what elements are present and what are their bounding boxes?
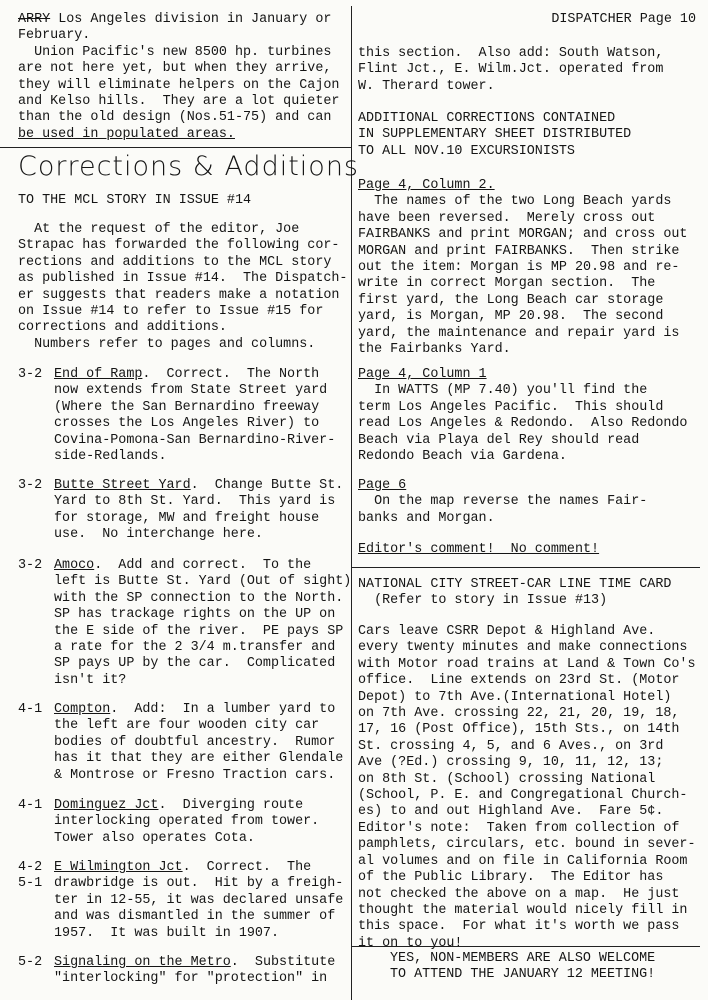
- subheading: TO THE MCL STORY IN ISSUE #14: [18, 193, 252, 208]
- entry-title: End of Ramp: [54, 367, 143, 382]
- entry-number: 3-2: [18, 367, 43, 382]
- right-column: [358, 0, 702, 1000]
- continued-text: this section. Also add: South Watson, Flint Jct., E. Wilm.Jct. operated from W. Therard tower.: [358, 46, 664, 94]
- entry-number: 4-1: [18, 702, 43, 717]
- page6-section: Page 6 On the map reverse the names Fair- banks and Morgan.: [358, 478, 702, 527]
- entry-number: 5-2: [18, 955, 43, 970]
- entry-number: 4-1: [18, 798, 43, 813]
- entry-title: Amoco: [54, 558, 95, 573]
- left-column: ARRY Los Angeles division in January or February. Union Pacific's new 8500 hp. turbines are not here yet, but when they arrive, they will eliminate helpers on the Cajon and Kelso hills. They are a lot quieter than the old design (Nos.51-75) and can be used in populated areas. Corrections & Additions TO THE MCL STORY IN ISSUE #14 At the request of the editor, Joe Strapac has forwarded the following cor- rections and additions to the MCL story as published in Issue #14. The Dispatch- er suggests that readers make a notation on Issue #14 to refer to Issue #15 for corrections and additions. Numbers refer to pages and columns. 3-2 End of Ramp. Correct. The North now extends from State Street yard (Where the San Bernardino freeway crosses the Los Angeles River) to Covina-Pomona-San Bernardino-River- side-Redlands. 3-2 Butte Street Yard. Change Butte St. Yard to 8th St. Yard. This yard is for storage, MW and freight house use. No interchange here. 3-2 Amoco. Add and correct. To the left is Butte St. Yard (Out of sight) with the SP connection to the North. SP has trackage rights on the UP on the E side of the river. PE pays SP a rate for the 2 3/4 m.transfer and SP pays UP by the car. Complicated isn't it? 4-1 Compton. Add: In a lumber yard to the left are four wooden city car bodies of doubtful ancestry. Rumor has it that they are either Glendale & Montrose or Fresno Traction cars. 4-1 Dominguez Jct. Diverging route interlocking operated from tower. Tower also operates Cota. 4-2 5-1 E Wilmington Jct. Correct. The drawbridge is out. Hit by a freigh- ter in 12-55, it was declared unsafe and was dismantled in the summer of 1957. It was built in 1907. 5-2 Signaling on the Metro. Substitute "interlocking" for "protection" in: [18, 0, 352, 1000]
- supplement-notice: ADDITIONAL CORRECTIONS CONTAINED IN SUPPLEMENTARY SHEET DISTRIBUTED TO ALL NOV.10 EXCURSIONISTS: [358, 111, 632, 159]
- page-label: DISPATCHER Page 10: [551, 12, 696, 27]
- section-rule: [352, 946, 700, 947]
- section-heading: Page 4, Column 2.: [358, 178, 495, 193]
- entry-title: E Wilmington Jct: [54, 860, 183, 875]
- entry-number: 3-2: [18, 478, 43, 493]
- section-heading: Page 4, Column 1: [358, 367, 487, 382]
- page4-col2-section: Page 4, Column 2. The names of the two Long Beach yards have been reversed. Merely cross out FAIRBANKS and print MORGAN; and cross out MORGAN and print FAIRBANKS. Then strike out the item: Morgan is MP 20.98 and re- write in correct Morgan section. The first yard, the Long Beach car storage yard, is Morgan, MP 20.98. The second yard, the maintenance and repair yard is the Fairbanks Yard.: [358, 178, 702, 358]
- entry-number: 4-2 5-1: [18, 860, 43, 892]
- intro-paragraph: ARRY Los Angeles division in January or February. Union Pacific's new 8500 hp. turbines are not here yet, but when they arrive, they will eliminate helpers on the Cajon and Kelso hills. They are a lot quieter than the old design (Nos.51-75) and can be used in populated areas.: [18, 12, 340, 142]
- entry-title: Butte Street Yard: [54, 478, 191, 493]
- timecard-title: NATIONAL CITY STREET-CAR LINE TIME CARD (Refer to story in Issue #13): [358, 577, 672, 609]
- timecard-text: Cars leave CSRR Depot & Highland Ave. every twenty minutes and make connections with Motor road trains at Land & Town Co's office. Line extends on 23rd St. (Motor Depot) to 7th Ave.(International Hotel) on 7th Ave. crossing 22, 21, 20, 19, 18, 17, 16 (Post Office), 15th Sts., on 14th St. crossing 4, 5, and 6 Aves., on 3rd Ave (?Ed.) crossing 9, 10, 11, 12, 13; on 8th St. (School) crossing National (School, P. E. and Congregational Church- es) to and out Highland Ave. Fare 5¢. Editor's note: Taken from collection of pamphlets, circulars, etc. bound in sever- al volumes and on file in California Room of the Public Library. The Editor has not checked the above on a map. He just thought the material would nicely fill in this space. For what it's worth we pass it on to you!: [358, 624, 696, 951]
- intro-paragraph-2: At the request of the editor, Joe Strapac has forwarded the following cor- rections and additions to the MCL story as published in Issue #14. The Dispatch- er suggests that readers make a notation on Issue #14 to refer to Issue #15 for corrections and additions. Numbers refer to pages and columns.: [18, 222, 348, 352]
- page4-col1-section: Page 4, Column 1 In WATTS (MP 7.40) you'll find the term Los Angeles Pacific. This should read Los Angeles & Redondo. Also Redondo Beach via Playa del Rey should read Redondo Beach via Gardena.: [358, 367, 702, 465]
- entry-title: Dominguez Jct: [54, 798, 159, 813]
- entry-number: 3-2: [18, 558, 43, 573]
- struck-word: ARRY: [18, 12, 51, 27]
- entry-title: Signaling on the Metro: [54, 955, 231, 970]
- section-rule: [352, 567, 700, 568]
- meeting-notice: YES, NON-MEMBERS ARE ALSO WELCOME TO ATTEND THE JANUARY 12 MEETING!: [390, 951, 656, 983]
- section-rule: [0, 147, 352, 148]
- section-title: Corrections & Additions: [18, 151, 360, 182]
- section-heading: Page 6: [358, 478, 407, 493]
- page-header: [358, 12, 702, 28]
- editor-comment: Editor's comment! No comment!: [358, 542, 600, 557]
- entry-title: Compton: [54, 702, 111, 717]
